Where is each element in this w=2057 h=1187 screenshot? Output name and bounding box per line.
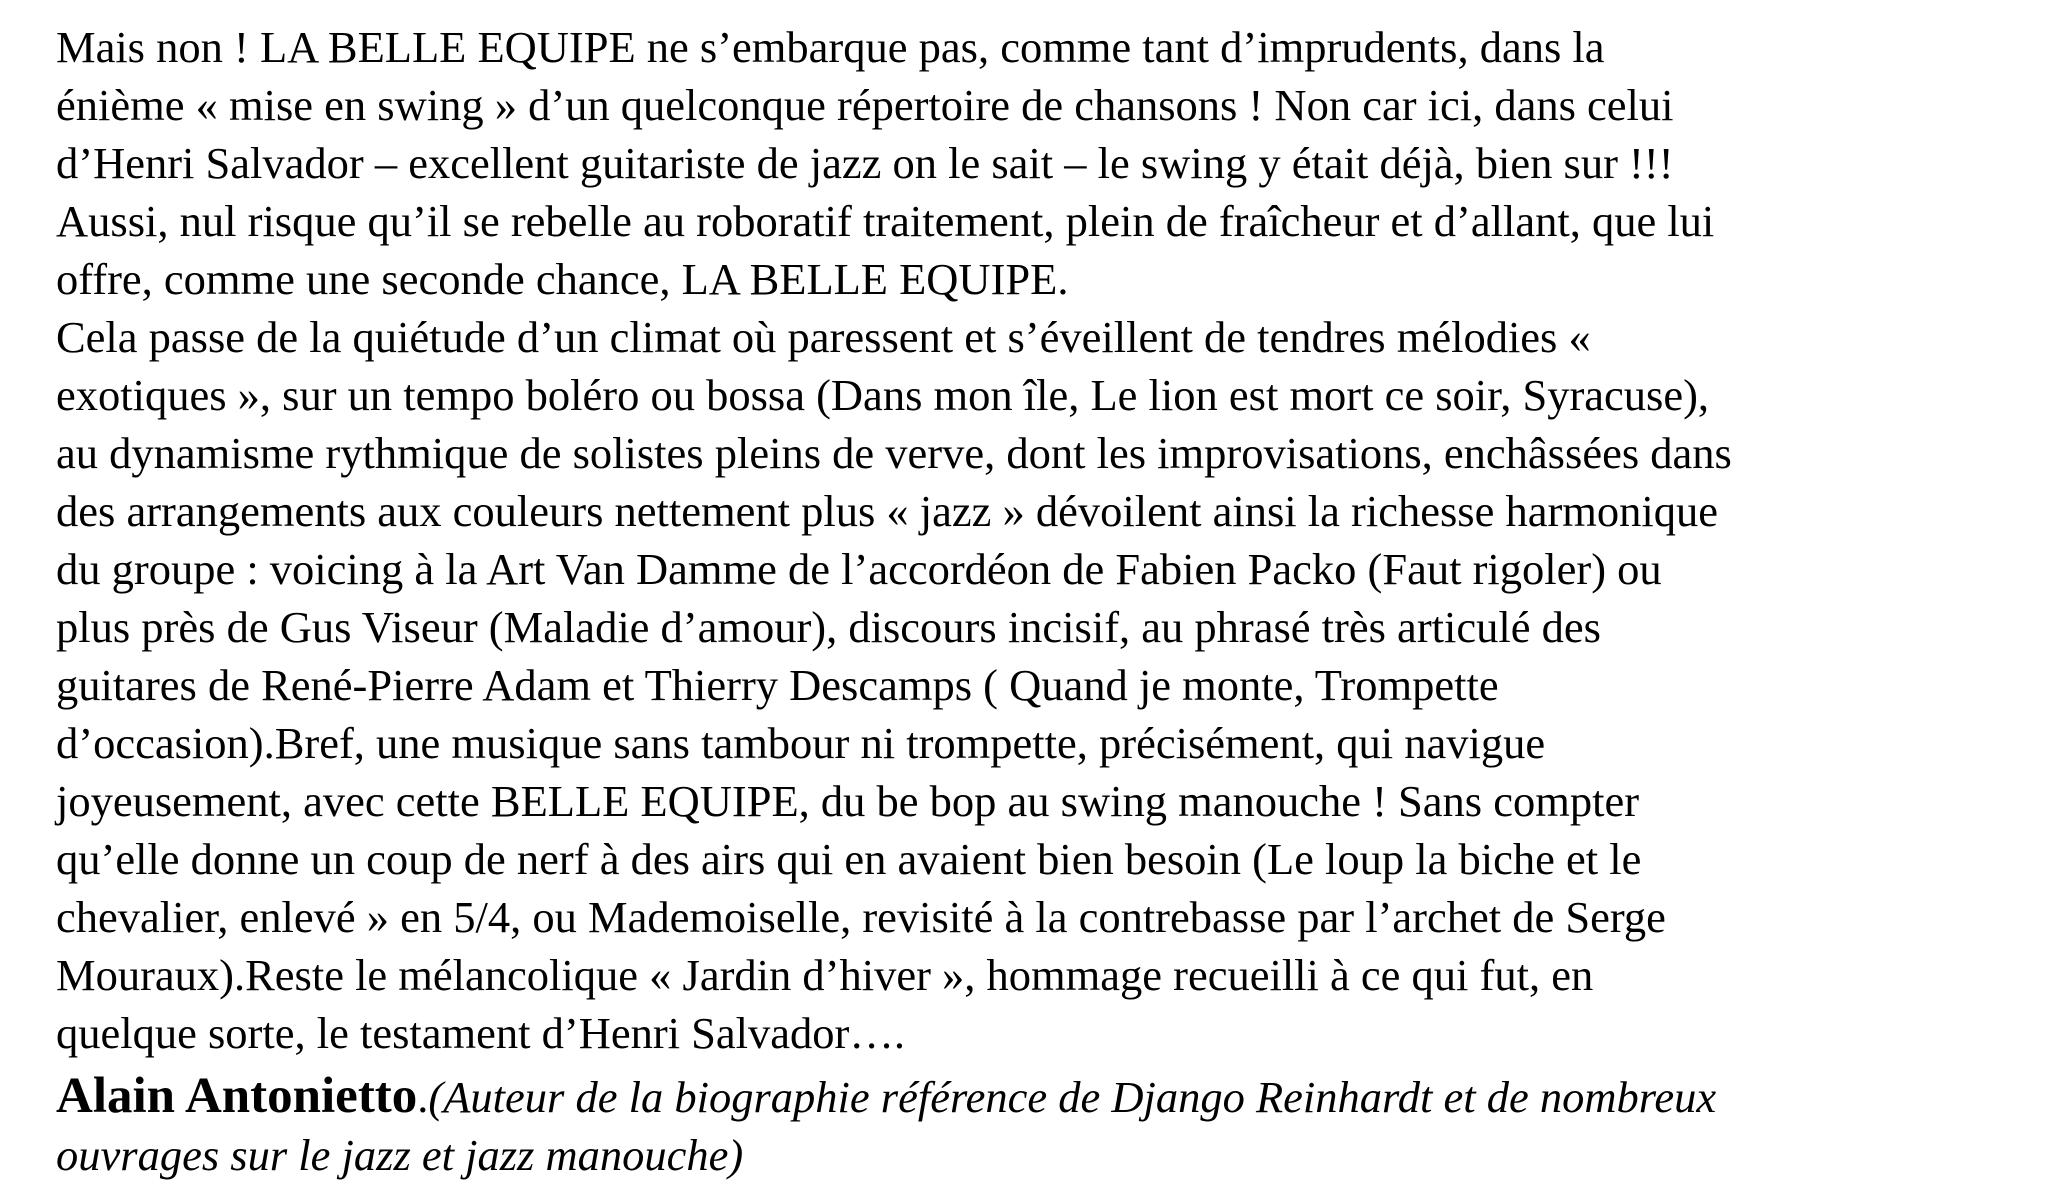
signature-block — [56, 1066, 2016, 1183]
text-line: chevalier, enlevé » en 5/4, ou Mademoiselle, revisité à la contrebasse par l’archet de Serge — [56, 892, 1666, 942]
text-line: d’occasion).Bref, une musique sans tambour ni trompette, précisément, qui navigue — [56, 718, 1546, 768]
text-line: d’Henri Salvador – excellent guitariste de jazz on le sait – le swing y était déjà, bien sur !!! — [56, 138, 1674, 188]
text-line: énième « mise en swing » d’un quelconque répertoire de chansons ! Non car ici, dans celui — [56, 80, 1674, 130]
text-line: Cela passe de la quiétude d’un climat où paressent et s’éveillent de tendres mélodies « — [56, 312, 1591, 362]
text-line: guitares de René-Pierre Adam et Thierry Descamps ( Quand je monte, Trompette — [56, 660, 1499, 710]
text-line: au dynamisme rythmique de solistes pleins de verve, dont les improvisations, enchâssées dans — [56, 428, 1732, 478]
text-line: des arrangements aux couleurs nettement plus « jazz » dévoilent ainsi la richesse harmonique — [56, 486, 1719, 536]
review-document — [56, 18, 2016, 1183]
text-line: plus près de Gus Viseur (Maladie d’amour), discours incisif, au phrasé très articulé des — [56, 602, 1601, 652]
signature-line — [56, 1066, 2016, 1127]
paragraph-intro — [56, 18, 2016, 308]
author-dot: . — [417, 1072, 429, 1122]
text-line: joyeusement, avec cette BELLE EQUIPE, du be bop au swing manouche ! Sans compter — [56, 776, 1640, 826]
author-note-continued: ouvrages sur le jazz et jazz manouche) — [56, 1130, 744, 1180]
text-line: qu’elle donne un coup de nerf à des airs qui en avaient bien besoin (Le loup la biche et le — [56, 834, 1642, 884]
text-line: quelque sorte, le testament d’Henri Salvador…. — [56, 1008, 905, 1058]
text-line: Mouraux).Reste le mélancolique « Jardin d’hiver », hommage recueilli à ce qui fut, en — [56, 950, 1594, 1000]
text-line: Aussi, nul risque qu’il se rebelle au roboratif traitement, plein de fraîcheur et d’allant, que lui — [56, 196, 1715, 246]
text-line: Mais non ! LA BELLE EQUIPE ne s’embarque pas, comme tant d’imprudents, dans la — [56, 22, 1605, 72]
text-line: offre, comme une seconde chance, LA BELLE EQUIPE. — [56, 254, 1069, 304]
paragraph-review — [56, 308, 2016, 1062]
text-line: du groupe : voicing à la Art Van Damme de l’accordéon de Fabien Packo (Faut rigoler) ou — [56, 544, 1662, 594]
text-line: exotiques », sur un tempo boléro ou bossa (Dans mon île, Le lion est mort ce soir, Syracuse), — [56, 370, 1710, 420]
author-name: Alain Antonietto — [56, 1068, 418, 1124]
author-note: (Auteur de la biographie référence de Django Reinhardt et de nombreux — [428, 1072, 1717, 1122]
